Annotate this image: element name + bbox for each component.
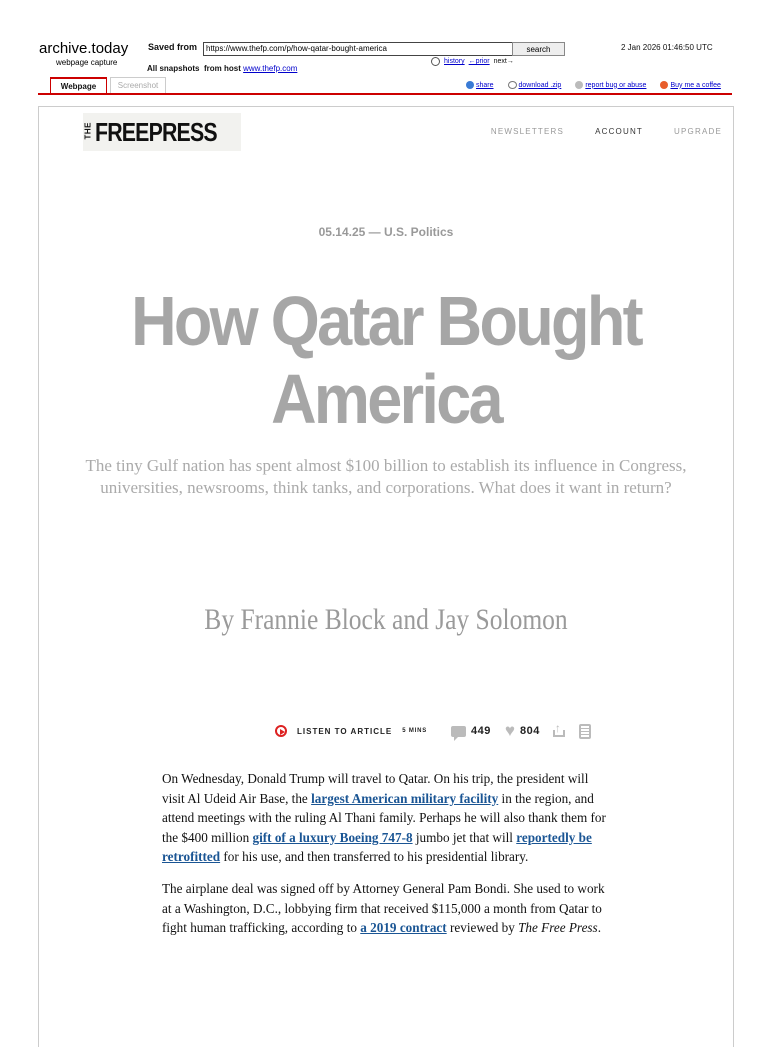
share-link[interactable]: share — [476, 81, 494, 89]
saved-from-label: Saved from — [148, 42, 198, 52]
bug-icon — [575, 81, 583, 89]
report-link[interactable]: report bug or abuse — [585, 81, 647, 89]
paragraph-text: On Wednesday, Donald Trump will travel to Qatar. On his trip, the president will visit Al Udeid Air Base, the — [162, 771, 589, 806]
comment-icon[interactable] — [451, 726, 466, 737]
search-button[interactable]: search — [512, 42, 565, 56]
download-tool[interactable] — [508, 81, 562, 89]
document-icon[interactable] — [579, 724, 591, 739]
nav-upgrade[interactable]: UPGRADE — [674, 127, 722, 136]
paragraph-text: . — [597, 920, 601, 936]
site-logo[interactable] — [83, 113, 241, 151]
like-count[interactable]: 804 — [520, 725, 540, 737]
article-headline — [110, 282, 663, 438]
logo-the: THE — [83, 121, 93, 139]
nav-newsletters[interactable]: NEWSLETTERS — [490, 127, 565, 136]
share-tool[interactable] — [466, 81, 494, 89]
archive-header — [0, 0, 768, 96]
paragraph-text: in the region, and attend meetings with the ruling Al Thani family. Perhaps he will also thank them for the $400 million — [162, 790, 606, 845]
share-article-icon[interactable] — [552, 724, 566, 738]
captured-page — [38, 106, 734, 1047]
nav-account[interactable]: ACCOUNT — [595, 127, 644, 136]
from-host-label: from host — [204, 64, 241, 73]
archive-tools — [466, 81, 721, 89]
all-snapshots-label: All snapshots — [147, 64, 200, 73]
article-meta: 05.14.25 — U.S. Politics — [318, 225, 454, 239]
host-link[interactable]: www.thefp.com — [243, 64, 298, 73]
heart-icon[interactable]: ♥ — [504, 721, 515, 740]
article-byline: By Frannie Block and Jay Solomon — [204, 603, 568, 636]
link-luxury-boeing[interactable]: gift of a luxury Boeing 747-8 — [252, 829, 413, 845]
link-2019-contract[interactable]: a 2019 contract — [360, 920, 447, 936]
link-retrofitted[interactable]: reportedly be retrofitted — [162, 829, 592, 865]
history-link[interactable]: history — [444, 58, 465, 65]
cloud-download-icon — [508, 81, 517, 89]
coffee-icon — [660, 81, 668, 89]
tab-webpage[interactable]: Webpage — [50, 77, 107, 93]
link-military-facility[interactable]: largest American military facility — [311, 790, 499, 806]
paragraph-text: for his use, and then transferred to his presidential library. — [220, 849, 529, 865]
archive-brand[interactable]: archive.today — [39, 40, 129, 57]
article-paragraph — [162, 769, 612, 867]
coffee-link[interactable]: Buy me a coffee — [670, 81, 721, 89]
listen-to-article-button[interactable]: LISTEN TO ARTICLE — [297, 726, 393, 736]
next-label: next→ — [493, 58, 514, 65]
headline-line-2: America — [271, 360, 501, 438]
play-icon[interactable] — [275, 725, 287, 737]
paragraph-text: reviewed by — [446, 920, 519, 936]
headline-line-1: How Qatar Bought — [131, 282, 641, 360]
share-icon — [466, 81, 474, 89]
publication-name: The Free Press — [518, 920, 598, 936]
saved-url-input[interactable] — [203, 42, 513, 56]
article-paragraph — [162, 879, 612, 938]
article-dek: The tiny Gulf nation has spent almost $100 billion to establish its influence in Congress, universities, newsrooms, think tanks, and corporations. What does it want in return? — [85, 456, 687, 497]
paragraph-text: The airplane deal was signed off by Attorney General Pam Bondi. She used to work at a Washington, D.C., lobbying firm that received $115,000 a month from Qatar to fight human trafficking, according to — [162, 880, 605, 936]
comment-count[interactable]: 449 — [471, 725, 491, 737]
from-host — [204, 64, 297, 73]
logo-main: FREEPRESS — [94, 116, 217, 147]
article-body — [162, 769, 612, 950]
article-action-bar — [275, 722, 591, 740]
tab-screenshot[interactable]: Screenshot — [110, 77, 166, 93]
capture-timestamp: 2 Jan 2026 01:46:50 UTC — [621, 43, 713, 52]
site-nav — [491, 127, 722, 136]
clock-icon — [431, 57, 440, 66]
coffee-tool[interactable] — [660, 81, 720, 89]
download-link[interactable]: download .zip — [518, 81, 562, 89]
archive-brand-subtitle: webpage capture — [56, 58, 118, 67]
paragraph-text: jumbo jet that will — [412, 829, 517, 845]
listen-duration: 5 MINS — [402, 728, 428, 734]
history-nav — [431, 57, 514, 66]
prior-link[interactable]: ←prior — [468, 58, 490, 65]
report-tool[interactable] — [575, 81, 646, 89]
